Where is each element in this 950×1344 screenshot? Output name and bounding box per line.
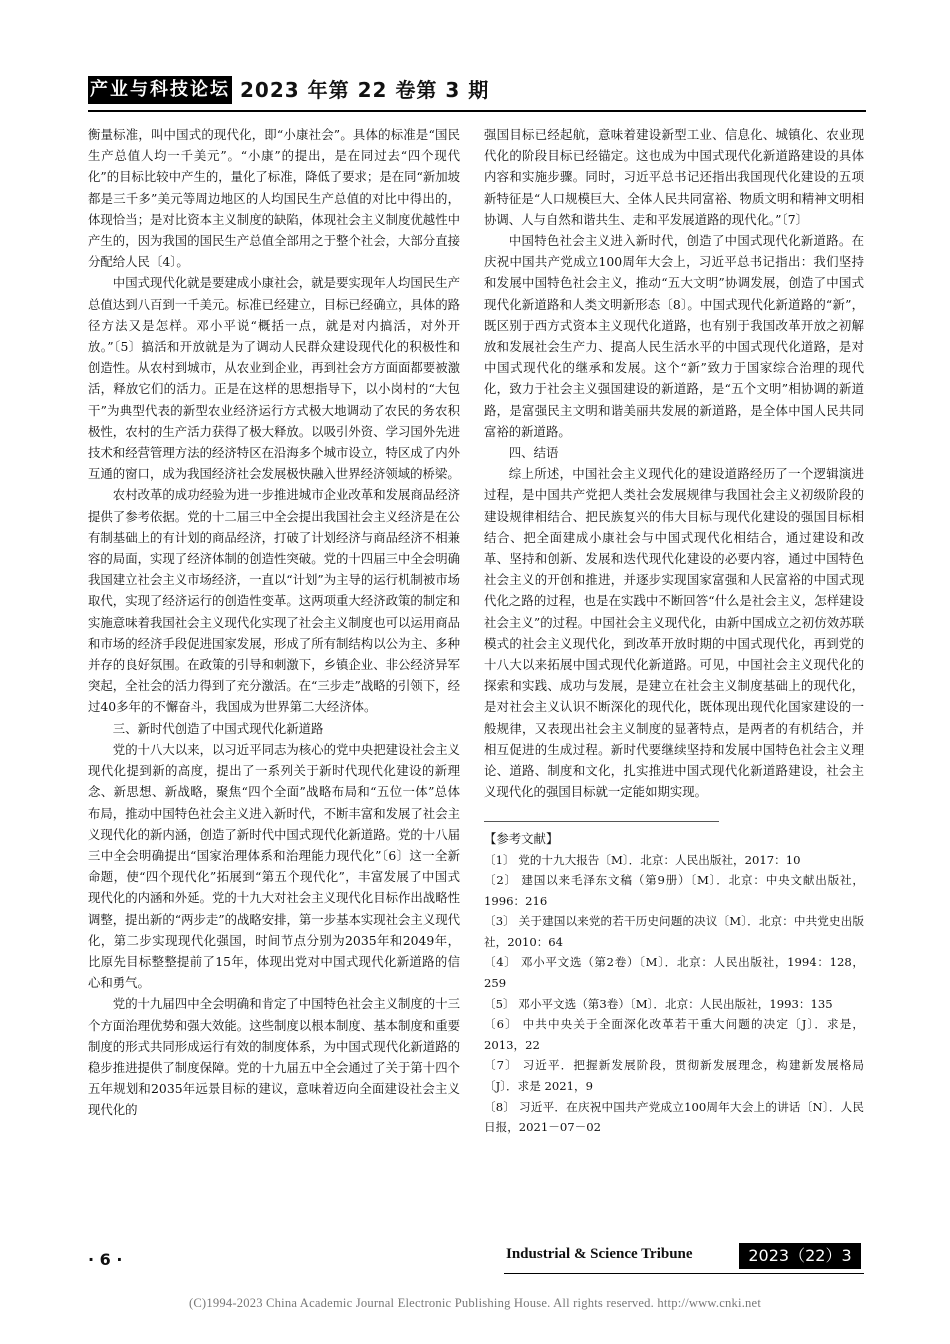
paragraph: 综上所述，中国社会主义现代化的建设道路经历了一个逻辑演进过程，是中国共产党把人类社会发展规律与我国社会主义初级阶段的建设规律相结合、把民族复兴的伟大目标与现代化建设的强国目标相结合、把全面建成小康社会与中国式现代化相结合，通过建设和改革、坚持和创新、发展和迭代现代化建设的必要内容，通过中国特色社会主义的开创和推进，并逐步实现国家富强和人民富裕的中国式现代化之路的过程，也是在实践中不断回答“什么是社会主义，怎样建设社会主义”的过程。中国社会主义现代化，由新中国成立之初仿效苏联模式的社会主义现代化，到改革开放时期的中国式现代化，再到党的十八大以来拓展中国式现代化新道路。可见，中国社会主义现代化的探索和实践、成功与发展，是建立在社会主义制度基础上的现代化，是对社会主义认识不断深化的现代化，既体现出现代化国家建设的一般规律，又表现出社会主义制度的显著特点，是两者的有机结合，并相互促进的生成过程。新时代要继续坚持和发展中国特色社会主义理论、道路、制度和文化，扎实推进中国式现代化新道路建设，社会主义现代化的强国目标就一定能如期实现。 [484,466,864,800]
reference-item: 〔3〕 关于建国以来党的若干历史问题的决议〔M〕．北京：中共党史出版社，2010：64 [484,914,864,949]
reference-item: 〔4〕 邓小平文选（第2卷）〔M〕．北京：人民出版社，1994：128，259 [484,955,864,991]
paragraph: 党的十九届四中全会明确和肯定了中国特色社会主义制度的十三个方面治理优势和强大效能。这些制度以根本制度、基本制度和重要制度的形式共同形成运行有效的制度体系，为中国式现代化新道路的稳步推进提供了制度保障。党的十九届五中全会通过了关于第十四个五年规划和2035年远景目标的建议，意味着迈向全面建设社会主义现代化的 [88,996,460,1118]
section-heading: 四、结语 [508,445,559,461]
footer-issue-label: 2023（22）3 [739,1243,861,1269]
paragraph: 衡量标准，叫中国式的现代化，即“小康社会”。具体的标准是“国民生产总值人均一千美元”。“小康”的提出，是在同过去“四个现代化”的目标比较中产生的，量化了标准，降低了要求；是在同“新加坡都是三千多”美元等周边地区的人均国民生产总值的对比中得出的，体现恰当；是对比资本主义制度的缺陷，体现社会主义制度优越性中产生的，因为我国的国民生产总值全部用之于整个社会，大部分直接分配给人民〔4〕。 [88,127,460,270]
paragraph: 中国式现代化就是要建成小康社会，就是要实现年人均国民生产总值达到八百到一千美元。标准已经建立，目标已经确立，具体的路径方法又是怎样。邓小平说“概括一点，就是对内搞活，对外开放。”〔5〕搞活和开放就是为了调动人民群众建设现代化的积极性和创造性。从农村到城市，从农业到企业，再到社会方方面面都要被激活，释放它们的活力。正是在这样的思想指导下，以小岗村的“大包干”为典型代表的新型农业经济运行方式极大地调动了农民的务农积极性，农村的生产活力获得了极大释放。以吸引外资、学习国外先进技术和经营管理方法的经济特区在沿海多个城市设立，特区成了内外互通的窗口，成为我国经济社会发展极快融入世界经济领域的桥梁。 [88,275,460,482]
reference-item: 〔1〕 党的十九大报告〔M〕．北京：人民出版社，2017：10 [484,852,801,867]
section-heading: 三、新时代创造了中国式现代化新道路 [112,720,324,736]
reference-item: 〔8〕 习近平．在庆祝中国共产党成立100周年大会上的讲话〔N〕．人民日报，2021－07－02 [484,1099,864,1135]
reference-item: 〔2〕 建国以来毛泽东文稿（第9册）〔M〕．北京：中央文献出版社，1996：216 [484,873,864,908]
reference-item: 〔6〕 中共中央关于全面深化改革若干重大问题的决定〔J〕．求是，2013，22 [484,1017,864,1052]
journal-name-en: Industrial & Science Tribune [506,1246,693,1262]
left-column [88,124,460,1121]
references-rule [484,821,719,822]
reference-item: 〔5〕 邓小平文选（第3卷）〔M〕．北京：人民出版社，1993：135 [484,996,833,1011]
journal-name-cn: 产业与科技论坛 [88,76,232,104]
right-column [484,124,864,1138]
header-rule [88,110,866,112]
copyright-notice: (C)1994-2023 China Academic Journal Electronic Publishing House. All rights reserved. http://www.cnki.net [188,1296,762,1310]
paragraph: 强国目标已经起航，意味着建设新型工业、信息化、城镇化、农业现代化的阶段目标已经锚定。这也成为中国式现代化新道路建设的具体内容和实施步骤。同时，习近平总书记还指出我国现代化建设的五项新特征是“人口规模巨大、全体人民共同富裕、物质文明和精神文明相协调、人与自然和谐共生、走和平发展道路的现代化。”〔7〕 [484,127,864,227]
issue-label: 2023 年第 22 卷第 3 期 [240,78,490,102]
running-header [88,76,866,104]
reference-item: 〔7〕 习近平．把握新发展阶段，贯彻新发展理念，构建新发展格局〔J〕．求是 2021，9 [484,1058,864,1094]
references-title: 【参考文献】 [484,830,559,846]
paragraph: 中国特色社会主义进入新时代，创造了中国式现代化新道路。在庆祝中国共产党成立100周年大会上，习近平总书记指出：我们坚持和发展中国特色社会主义，推动“五大文明”协调发展，创造了中国式现代化新道路和人类文明新形态〔8〕。中国式现代化新道路的“新”，既区别于西方式资本主义现代化道路，也有别于我国改革开放之初解放和发展社会生产力、提高人民生活水平的中国式现代化道路，是对中国式现代化的继承和发展。这个“新”致力于国家综合治理的现代化，致力于社会主义强国建设的新道路，是“五个文明”相协调的新道路，是富强民主文明和谐美丽共发展的新道路，是全体中国人民共同富裕的新道路。 [484,233,864,439]
footer-rule [504,1273,864,1274]
paragraph: 农村改革的成功经验为进一步推进城市企业改革和发展商品经济提供了参考依据。党的十二届三中全会提出我国社会主义经济是在公有制基础上的有计划的商品经济，打破了计划经济与商品经济不相兼容的局面，实现了经济体制的创造性突破。党的十四届三中全会明确我国建立社会主义市场经济，一直以“计划”为主导的运行机制被市场取代，实现了经济运行的创造性变革。这两项重大经济政策的制定和实施意味着我国社会主义现代化实现了社会主义制度也可以运用商品和市场的经济手段促进国家发展，形成了所有制结构以公为主、多种并存的良好氛围。在政策的引导和刺激下，乡镇企业、非公经济异军突起，全社会的活力得到了充分激活。在“三步走”战略的引领下，经过40多年的不懈奋斗，我国成为世界第二大经济体。 [88,487,460,715]
page-number: · 6 · [88,1250,123,1269]
paragraph: 党的十八大以来，以习近平同志为核心的党中央把建设社会主义现代化提到新的高度，提出了一系列关于新时代现代化建设的新理念、新思想、新战略，聚焦“四个全面”战略布局和“五位一体”总体布局，推动中国特色社会主义进入新时代，不断丰富和发展了社会主义现代化的新内涵，创造了新时代中国式现代化新道路。党的十八届三中全会明确提出“国家治理体系和治理能力现代化”〔6〕这一全新命题，使“四个现代化”拓展到“第五个现代化”，丰富发展了中国式现代化的内涵和外延。党的十九大对社会主义现代化目标作出战略性调整，提出新的“两步走”的战略安排，第一步基本实现社会主义现代化，第二步实现现代化强国，时间节点分别为2035年和2049年，比原先目标整整提前了15年，体现出党对中国式现代化新道路的信心和勇气。 [88,741,460,991]
